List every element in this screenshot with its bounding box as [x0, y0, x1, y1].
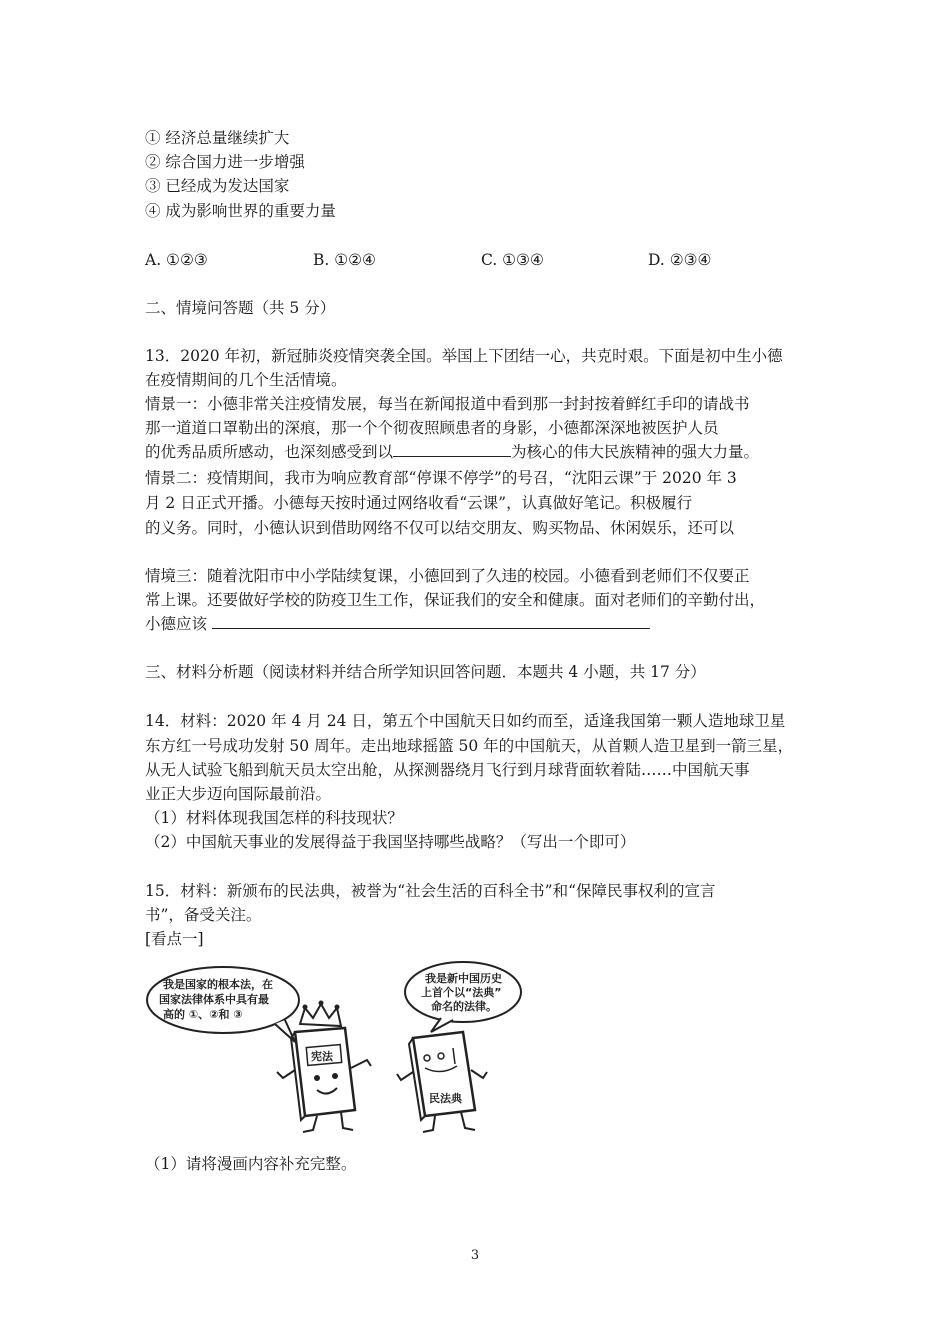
answer-blank[interactable]	[393, 440, 511, 457]
q14-question-2: （2）中国航天事业的发展得益于我国坚持哪些战略？（写出一个即可）	[145, 833, 636, 851]
bubble2-line-3: 命名的法律。	[431, 1000, 497, 1013]
q12-option-b: B. ①②④	[313, 251, 376, 269]
q12-item-2: ② 综合国力进一步增强	[145, 153, 305, 171]
q13-scene1-line-3	[145, 440, 759, 464]
q14-line-4: 业正大步迈向国际最前沿。	[145, 785, 332, 803]
q14-line-2: 东方红一号成功发射 50 周年。走出地球摇篮 50 年的中国航天，从首颗人造卫星到一箭三星，	[145, 737, 794, 755]
q14-line-3: 从无人试验飞船到航天员太空出舱，从探测器绕月飞行到月球背面软着陆……中国航天事	[145, 761, 750, 779]
q13-scene3-line-1: 情境三：随着沈阳市中小学陆续复课，小德回到了久违的校园。小德看到老师们不仅要正	[145, 567, 750, 585]
q12-option-c: C. ①③④	[481, 251, 544, 269]
constitution-book-character	[277, 1028, 371, 1132]
comic-illustration	[145, 960, 525, 1140]
answer-blank[interactable]	[212, 612, 650, 629]
q13-scene1-text-a: 的优秀品质所感动，也深刻感受到以	[145, 443, 394, 461]
section-3-title: 三、材料分析题（阅读材料并结合所学知识回答问题．本题共 4 小题，共 17 分）	[145, 663, 706, 681]
q13-scene1-text-b: 为核心的伟大民族精神的强大力量。	[511, 443, 760, 461]
q12-item-1: ① 经济总量继续扩大	[145, 129, 290, 147]
bubble1-line-1: 我是国家的根本法，在	[163, 978, 273, 991]
q12-item-3: ③ 已经成为发达国家	[145, 177, 290, 195]
q15-question-1: （1）请将漫画内容补充完整。	[145, 1155, 357, 1173]
q13-scene3-line-2: 常上课。还要做好学校的防疫卫生工作，保证我们的安全和健康。面对老师们的辛勤付出，	[145, 591, 766, 609]
page-number: 3	[470, 1248, 480, 1263]
q13-scene2-line-1: 情景二：疫情期间，我市为响应教育部“停课不停学”的号召，“沈阳云课”于 2020 年 3	[145, 469, 737, 487]
crown-icon	[300, 1001, 341, 1027]
book-label-civil-code: 民法典	[429, 1092, 462, 1105]
q12-option-a: A. ①②③	[145, 251, 208, 269]
q13-scene2-line-2: 月 2 日正式开播。小德每天按时通过网络收看“云课”，认真做好笔记。积极履行	[145, 494, 693, 512]
q13-scene1-line-1: 情景一：小德非常关注疫情发展，每当在新闻报道中看到那一封封按着鲜红手印的请战书	[145, 395, 750, 413]
q14-question-1: （1）材料体现我国怎样的科技现状？	[145, 809, 403, 827]
speech-bubble-civil-code	[405, 962, 521, 1032]
q13-intro-line-1: 13．2020 年初，新冠肺炎疫情突袭全国。举国上下团结一心，共克时艰。下面是初中生小德	[145, 347, 783, 365]
bubble1-line-2: 国家法律体系中具有最	[159, 993, 269, 1006]
speech-bubble-constitution	[147, 967, 299, 1042]
bubble2-line-1: 我是新中国历史	[425, 972, 502, 985]
q15-line-2: 书”，备受关注。	[145, 906, 262, 924]
q13-scene2-line-3: 的义务。同时，小德认识到借助网络不仅可以结交朋友、购买物品、休闲娱乐，还可以	[145, 519, 735, 537]
q13-scene3-line-3	[145, 612, 650, 636]
q15-line-1: 15．材料：新颁布的民法典，被誉为“社会生活的百科全书”和“保障民事权利的宣言	[145, 882, 716, 900]
bubble1-line-3: 高的 ①、②和 ③	[163, 1008, 243, 1021]
bubble2-line-2: 上首个以“法典”	[421, 986, 502, 999]
q13-intro-line-2: 在疫情期间的几个生活情境。	[145, 371, 347, 389]
section-2-title: 二、情境问答题（共 5 分）	[145, 299, 336, 317]
q14-line-1: 14．材料：2020 年 4 月 24 日，第五个中国航天日如约而至，适逢我国第一颗人造地球卫星	[145, 712, 786, 730]
q15-line-3: [看点一]	[145, 930, 204, 948]
book-label-constitution: 宪法	[311, 1050, 333, 1063]
q13-scene1-line-2: 那一道道口罩勒出的深痕，那一个个彻夜照顾患者的身影，小德都深深地被医护人员	[145, 419, 719, 437]
q12-item-4: ④ 成为影响世界的重要力量	[145, 202, 336, 220]
q12-option-d: D. ②③④	[648, 251, 712, 269]
civil-code-book-character	[397, 1032, 487, 1132]
q13-scene3-text: 小德应该	[145, 615, 208, 633]
